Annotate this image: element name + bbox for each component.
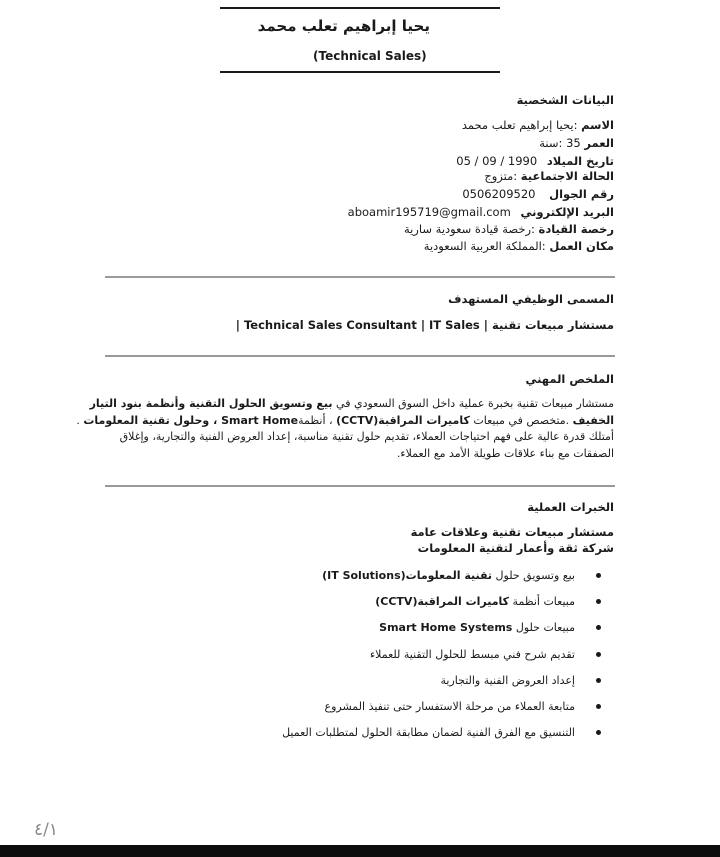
experience-company: شركة ثقة وأعمار لتقنية المعلومات bbox=[417, 541, 614, 555]
personal-mobile-value: 0506209520 bbox=[462, 187, 536, 201]
personal-dob-label: تاريخ الميلاد bbox=[546, 154, 614, 168]
bullet-3-bold: Smart Home Systems bbox=[379, 621, 513, 635]
personal-name-value: :يحيا إبراهيم تعلب محمد bbox=[461, 118, 578, 132]
personal-email-row bbox=[348, 205, 614, 219]
summary-l2-c: كاميرات المراقبة(CCTV) bbox=[336, 413, 470, 427]
bullet-icon bbox=[596, 652, 601, 657]
summary-heading: الملخص المهني bbox=[525, 372, 614, 386]
personal-email-label: البريد الإلكتروني bbox=[520, 205, 614, 219]
personal-heading: البيانات الشخصية bbox=[516, 93, 614, 107]
list-item bbox=[165, 618, 605, 644]
experience-bullets bbox=[165, 566, 605, 749]
bullet-6-text: متابعة العملاء من مرحلة الاستفسار حتى تنفيذ المشروع bbox=[324, 699, 575, 713]
summary-line-2 bbox=[76, 413, 614, 430]
personal-license-row bbox=[404, 222, 614, 236]
experience-role: مستشار مبيعات تقنية وعلاقات عامة bbox=[410, 525, 614, 539]
personal-work-label: مكان العمل bbox=[549, 239, 614, 253]
summary-line-1 bbox=[89, 396, 614, 413]
personal-email-value: aboamir195719@gmail.com bbox=[347, 205, 511, 219]
bullet-icon bbox=[596, 573, 601, 578]
candidate-subtitle: (Technical Sales) bbox=[313, 49, 427, 63]
summary-l2-b: .متخصص في مبيعات bbox=[469, 413, 573, 427]
personal-license-label: رخصة القيادة bbox=[538, 222, 614, 236]
top-rule bbox=[220, 7, 500, 9]
list-item bbox=[165, 671, 605, 697]
experience-heading: الخبرات العملية bbox=[527, 500, 614, 514]
summary-l2-f: ، وحلول تقنية المعلومات bbox=[83, 413, 222, 427]
summary-l1-a: مستشار مبيعات تقنية بخبرة عملية داخل السوق السعودي في bbox=[332, 397, 614, 410]
list-item bbox=[165, 592, 605, 618]
summary-l2-e: Smart Home bbox=[221, 413, 299, 427]
bullet-1-bold: تقنية المعلومات(IT Solutions) bbox=[322, 569, 493, 582]
bullet-3-text: مبيعات حلول bbox=[512, 621, 575, 635]
personal-name-label: الاسم bbox=[581, 118, 614, 132]
personal-work-row bbox=[424, 239, 614, 253]
list-item bbox=[165, 697, 605, 723]
personal-license-value: :رخصة قيادة سعودية سارية bbox=[403, 222, 535, 236]
summary-l2-g: . bbox=[76, 413, 84, 427]
divider-2 bbox=[105, 355, 615, 357]
list-item bbox=[165, 566, 605, 592]
target-title: مستشار مبيعات تقنية | Technical Sales Consultant | IT Sales | bbox=[235, 318, 614, 332]
bullet-1-text: بيع وتسويق حلول bbox=[492, 569, 575, 582]
personal-marital-label: الحالة الاجتماعية bbox=[520, 169, 614, 183]
footer-band bbox=[0, 845, 720, 857]
bullet-icon bbox=[596, 730, 601, 735]
divider-1 bbox=[105, 276, 615, 278]
summary-line-3: أمتلك قدرة عالية على فهم احتياجات العملاء، تقديم حلول تقنية مناسبة، إعداد العروض الفنية والتجارية، وإغلاق bbox=[119, 430, 614, 443]
bullet-icon bbox=[596, 625, 601, 630]
personal-age-value: 35 :سنة bbox=[539, 136, 581, 150]
bullet-2-bold: كاميرات المراقبة(CCTV) bbox=[375, 595, 510, 609]
bullet-icon bbox=[596, 678, 601, 683]
candidate-name: يحيا إبراهيم تعلب محمد bbox=[257, 17, 430, 35]
personal-mobile-row bbox=[462, 187, 614, 201]
bullet-4-text: تقديم شرح فني مبسط للحلول التقنية للعملاء bbox=[370, 647, 575, 661]
summary-line-4: الصفقات مع بناء علاقات طويلة الأمد مع العملاء. bbox=[396, 446, 614, 460]
personal-dob-row bbox=[456, 154, 614, 168]
personal-age-row bbox=[539, 136, 614, 150]
header-bottom-rule bbox=[220, 71, 500, 73]
target-heading: المسمى الوظيفي المستهدف bbox=[448, 292, 614, 306]
personal-work-value: :المملكة العربية السعودية bbox=[423, 239, 546, 253]
bullet-5-text: إعداد العروض الفنية والتجارية bbox=[440, 673, 575, 687]
divider-3 bbox=[105, 485, 615, 487]
summary-l2-a: الخفيف bbox=[572, 413, 614, 427]
list-item bbox=[165, 723, 605, 749]
bullet-2-text: مبيعات أنظمة bbox=[509, 595, 575, 609]
summary-l1-b: بيع وتسويق الحلول التقنية وأنظمة بنود التيار bbox=[89, 397, 333, 410]
summary-paragraph bbox=[76, 396, 614, 462]
personal-name-row bbox=[462, 118, 614, 132]
personal-age-label: العمر bbox=[584, 136, 614, 150]
bullet-icon bbox=[596, 599, 601, 604]
personal-marital-value: :متزوج bbox=[484, 169, 518, 183]
personal-mobile-label: رقم الجوال bbox=[549, 187, 614, 201]
bullet-icon bbox=[596, 704, 601, 709]
list-item bbox=[165, 645, 605, 671]
personal-marital-row bbox=[484, 169, 614, 183]
bullet-7-text: التنسيق مع الفرق الفنية لضمان مطابقة الحلول لمتطلبات العميل bbox=[282, 726, 575, 740]
page-number: ٤/١ bbox=[34, 820, 58, 840]
personal-dob-value: 05 / 09 / 1990 bbox=[456, 154, 538, 168]
summary-l2-d: ، أنظمة bbox=[298, 413, 337, 427]
